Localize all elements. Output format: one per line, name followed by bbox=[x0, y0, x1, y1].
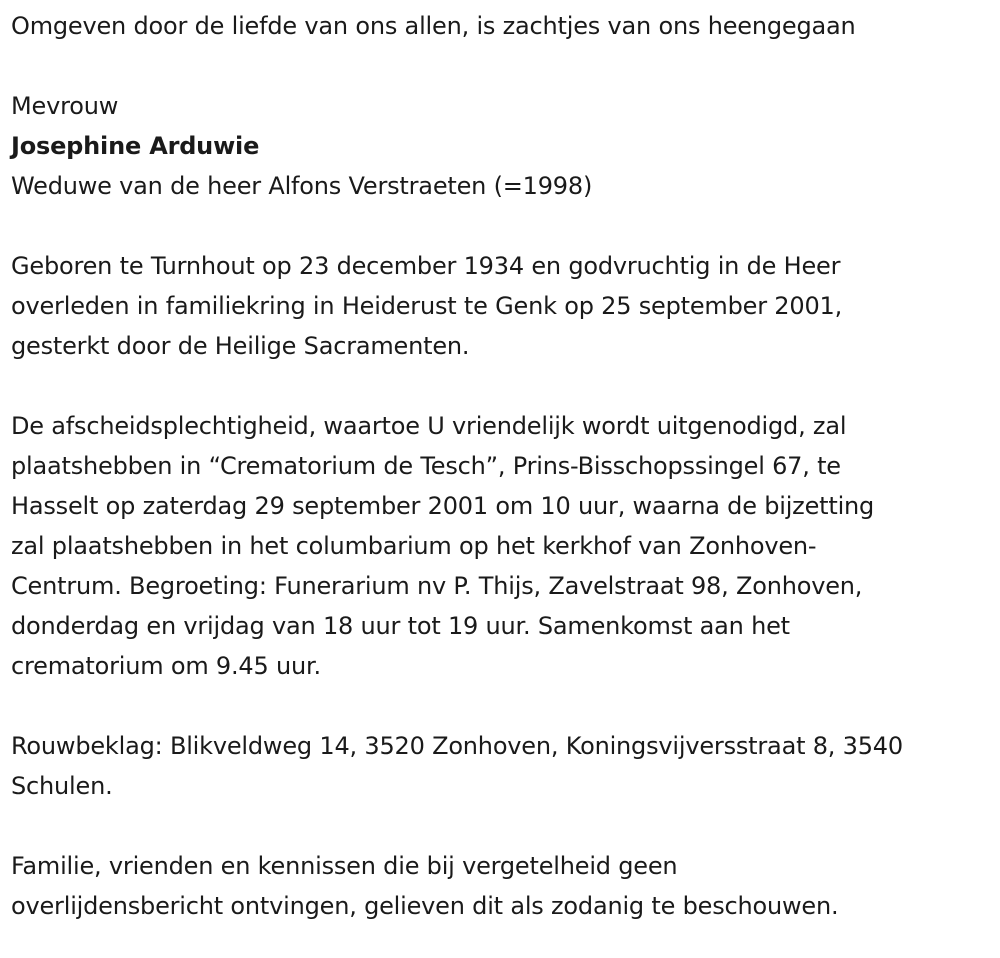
ceremony-line: zal plaatshebben in het columbarium op het kerkhof van Zonhoven- bbox=[11, 532, 817, 560]
ceremony-paragraph bbox=[11, 406, 1000, 686]
ceremony-line: plaatshebben in “Crematorium de Tesch”, Prins-Bisschopssingel 67, te bbox=[11, 452, 841, 480]
closing-line: overlijdensbericht ontvingen, gelieven dit als zodanig te beschouwen. bbox=[11, 892, 839, 920]
intro-text: Omgeven door de liefde van ons allen, is zachtjes van ons heengegaan bbox=[11, 12, 856, 40]
closing-paragraph bbox=[11, 846, 1000, 926]
ceremony-line: donderdag en vrijdag van 18 uur tot 19 uur. Samenkomst aan het bbox=[11, 612, 790, 640]
ceremony-line: De afscheidsplechtigheid, waartoe U vriendelijk wordt uitgenodigd, zal bbox=[11, 412, 847, 440]
birth-death-line: Geboren te Turnhout op 23 december 1934 en godvruchtig in de Heer bbox=[11, 252, 841, 280]
ceremony-line: Centrum. Begroeting: Funerarium nv P. Thijs, Zavelstraat 98, Zonhoven, bbox=[11, 572, 863, 600]
mourning-address-paragraph bbox=[11, 726, 1000, 806]
mourning-address-line: Schulen. bbox=[11, 772, 113, 800]
closing-line: Familie, vrienden en kennissen die bij vergetelheid geen bbox=[11, 852, 678, 880]
widow-of-text: Weduwe van de heer Alfons Verstraeten (=1998) bbox=[11, 172, 593, 200]
ceremony-line: crematorium om 9.45 uur. bbox=[11, 652, 321, 680]
mourning-address-line: Rouwbeklag: Blikveldweg 14, 3520 Zonhoven, Koningsvijversstraat 8, 3540 bbox=[11, 732, 903, 760]
salutation: Mevrouw bbox=[11, 92, 119, 120]
birth-death-paragraph bbox=[11, 246, 1000, 366]
birth-death-line: overleden in familiekring in Heiderust te Genk op 25 september 2001, bbox=[11, 292, 843, 320]
birth-death-line: gesterkt door de Heilige Sacramenten. bbox=[11, 332, 470, 360]
deceased-name: Josephine Arduwie bbox=[11, 132, 260, 160]
ceremony-line: Hasselt op zaterdag 29 september 2001 om 10 uur, waarna de bijzetting bbox=[11, 492, 875, 520]
